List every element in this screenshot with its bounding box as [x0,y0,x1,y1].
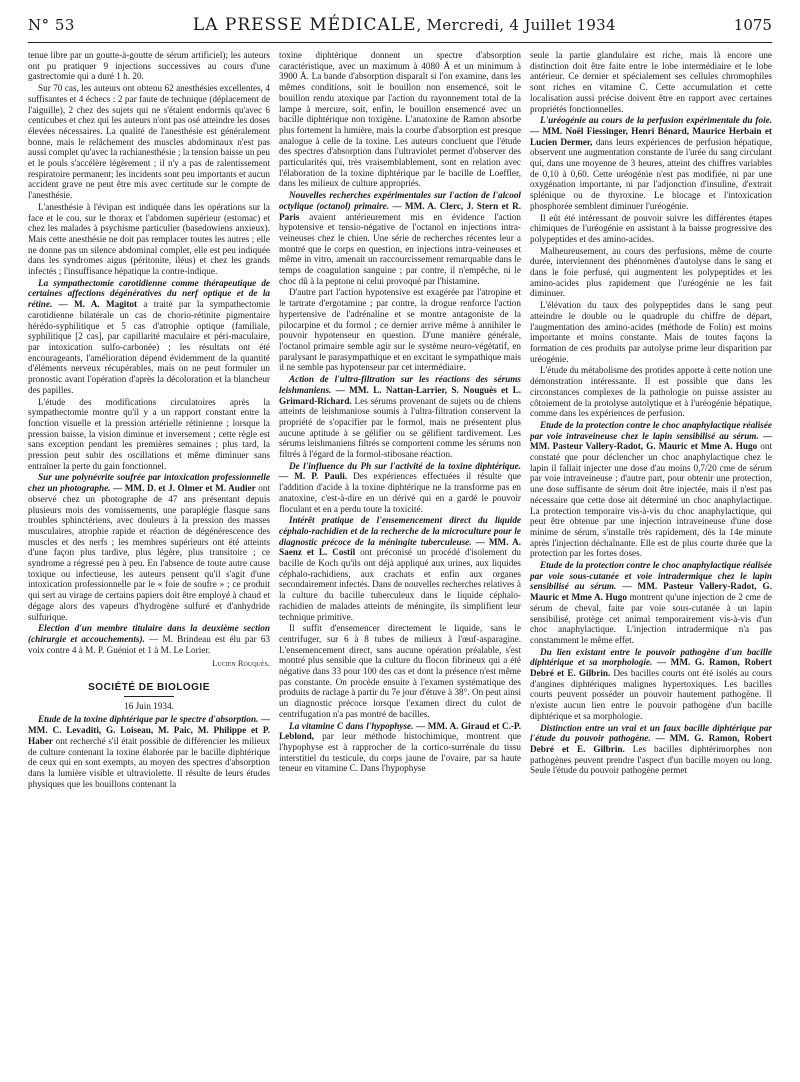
column-3 [530,50,772,1078]
article-title: Etude de la toxine diphtérique par le spectre d'absorption. [38,714,259,725]
article-text: ont recherché s'il était possible de différencier les milieux de culture contenant la toxine élaborée par le bacille diphtérique de ceux qui en sont exempts, au moyen des spectres d'absorption dans la lumière visible et ultraviolette. Il résulte de leurs études physiques que les bouillons contenant la [28,735,270,789]
article-text: — M. Brindeau est élu par 63 voix contre 4 à M. P. Guéniot et 1 à M. Le Lorier. [28,633,270,655]
article-entry [530,560,772,646]
article-entry [279,190,521,286]
paragraph: Malheureusement, au cours des perfusions, même de courte durée, interviennent des phénomènes d'autolyse dans le sang et dans le foie perfusé, qui augmentent les polypeptides et les amino-acides plus rapidement que l'uréogénie ne les fait diminuer. [530,245,772,299]
issue-number: N° 53 [28,16,75,34]
article-entry [279,515,521,622]
article-text: ont préconisé un procédé d'isolement du bacille de Koch qu'ils ont déjà appliqué aux urines, aux liquides céphalo-rachidiens, aux crachats et enfin aux organes secondairement infectés. Dans de nouvelles recherches relatives à la culture du bacille tuberculeux dans le liquide céphalo-rachidien de malades atteints de méningite, ils simplifient leur technique primitive. [279,547,521,622]
article-entry [530,115,772,211]
masthead: LA PRESSE MÉDICALE, Mercredi, 4 Juillet 1934 [192,15,616,35]
paragraph: L'anesthésie à l'évipan est indiquée dans les opérations sur la face et le cou, sur le thorax et l'abdomen supérieur (estomac) et chez les malades à psychisme particulier (basedowiens anxieux). Mais cette anesthésie ne doit pas remplacer toutes les autres ; elle ne donne pas un silence abdominal complet, elle est peu indiquée dans les syndromes aigus (péritonite, iléus) et chez les grands infectés ; l'insuffisance hépatique la contre-indique. [28,201,270,277]
article-title: Du lien existant entre le pouvoir pathogène d'un bacille diphtérique et sa morphologie. [530,646,772,668]
paragraph: seule la partie glandulaire est riche, mais là encore une distinction doit être faite entre le lobe intermédiaire et le lobe antérieur. Ce dernier et spécialement ses cellules chromophiles sont riches en vitamine C. Cette accumulation et cette localisation aussi précise doivent être en rapport avec certaines propriétés fonctionnelles. [530,50,772,114]
article-title: Distinction entre un vrai et un faux bacille diphtérique par l'étude du pouvoir pathogène. [530,722,772,744]
article-title: Etude de la protection contre le choc anaphylactique réalisée par voie intraveineuse chez le lapin sensibilisé au sérum. [530,419,772,441]
article-authors: — M. P. Pauli. [279,471,348,482]
article-authors: — M. A. Magitot [58,299,138,310]
section-date: 16 Juin 1934. [124,700,174,711]
article-text: ont observé chez un photographe de 47 ans présentant depuis plusieurs mois des vomissements, une paraplégie flasque sans troubles sphinctériens, avec douleurs à la pression des masses musculaires, atrophie rapide et réaction de dégénérescence des muscles et des nerfs ; les membres supérieurs ont été atteints d'une façon plus tardive, plus légère, plus transitoire ; ce syndrome a régressé peu à peu. En l'absence de toute autre cause toxique ou infectieuse, les auteurs pensent qu'il s'agit d'une intoxication professionnelle par le « foie de soufre » ; ce produit qui sert au virage de certains papiers doit être employé à chaud et dégage alors des vapeurs d'hydrogène sulfuré et d'anhydride sulfurique. [28,483,270,622]
article-text: dans leurs expériences de perfusion hépatique, observent une augmentation constante de l'urée du sang circulant qui, dans une moyenne de 3 heures, atteint des chiffres variables de 0,10 à 0,60. Cette uréogénie n'est pas modifiée, ni par une oxygénation importante, ni par l'adjonction d'insuline, d'extrait splénique ou de thyroxine. Le blocage et l'intoxication phosphorée semblent diminuer l'uréogénie. [530,136,772,211]
article-title: Nouvelles recherches expérimentales sur l'action de l'alcool octylique (octanol) primaire. [279,190,521,211]
article-text: avaient antérieurement mis en évidence l'action hypotensive et tensio-négative de l'octanol en injections intra-veineuses chez le chien. Une série de recherches récentes leur a montré que le corps en question, en injections intra-veineuses et même in vitro, amenait un raccourcissement remarquable dans le temps de coagulation sanguine ; par contre, il n'empêche, ni le choc dû à la peptone ni celui provoqué par l'histamine. [279,211,521,286]
journal-title: LA PRESSE MÉDICALE [192,15,417,35]
paragraph: L'étude des modifications circulatoires après la sympathectomie montre qu'il y a un rapport constant entre la fonction visuelle et la pression artérielle rétinienne ; lorsque la pression baisse, la vision diminue et inversement ; cette règle est sans exception pendant les premières semaines ; plus tard, la pression peut subir des oscillations et même diminuer sans entraîner la perte du gain fonctionnel. [28,396,270,471]
article-text: montrent qu'une injection de 2 cme de sérum de cheval, faite par voie sous-cutanée à un lapin sensibilisé, protège cet animal temporairement vis-à-vis d'un choc anaphylactique. L'injection intradermique n'a pas constamment le même effet. [530,592,772,645]
article-authors: — MM. Noël Fiessinger, Henri Bénard, Maurice Herbain et Lucien Dermer, [530,125,772,147]
issue-date: Mercredi, 4 Juillet 1934 [426,16,616,34]
article-title: De l'influence du Ph sur l'activité de la toxine diphtérique. [289,460,521,471]
page-header [28,8,772,43]
article-entry [530,420,772,559]
section-divider [124,696,174,697]
article-authors: — MM. G. Ramon, Robert Debré et E. Gilbrin. [530,657,772,679]
article-authors: — MM. Pasteur Vallery-Radot, G. Mauric et Mme A. Hugo [530,581,772,603]
paragraph: Sur 70 cas, les auteurs ont obtenu 62 anesthésies excellentes, 4 suffisantes et 4 échecs : 2 par faute de technique (déplacement de l'aiguille), 2 chez des sujets qui ne s'étaient endormis qu'avec 6 centicubes et chez qui les auteurs n'ont pas osé atteindre les doses élevées nécessaires. La qualité de l'anesthésie est généralement bonne, mais le relâchement des muscles abdominaux n'est pas aussi complet qu'avec la rachianesthésie ; la tension baisse un peu et le pouls s'accélère légèrement ; il n'y a pas de ralentissement respiratoire permanent; les incidents sont peu importants et aucun accident grave ne peut être mis avec certitude sur le compte de l'anesthésie. [28,83,270,201]
article-title: La sympathectomie carotidienne comme thérapeutique de certaines affections dégénératives du nerf optique et de la rétine. [28,277,270,310]
article-authors: — MM. G. Ramon, Robert Debré et E. Gilbrin. [530,733,772,754]
paragraph: L'élévation du taux des polypeptides dans le sang peut atteindre le double ou le quadruple du chiffre de départ, l'augmentation des amino-acides (méthode de Folin) est moins importante et moins constante. Mais de toutes façons la formation de ces produits par autolyse prime leur disparition par uréogénie. [530,300,772,364]
article-authors: — MM. A. Saenz et L. Costil [279,536,521,558]
paragraph: toxine diphtérique donnent un spectre d'absorption caractéristique, avec un maximum à 4080 Å et un minimum à 3900 Å. La bande d'absorption disparaît si l'on examine, dans les mêmes conditions, soit le bouillon non ensemencé, soit le bouillon rendu atoxique par l'action du rayonnement total de la lampe à mercure, soit, enfin, le bouillon ensemencé avec un bacille diphtérique non toxigène. L'anatoxine de Ramon absorbe plus fortement la lumière, mais la courbe d'absorption est presque analogue à celle de la toxine. Les auteurs concluent que l'étude des spectres d'absorption dans l'ultraviolet permet d'observer des particularités qui, très vraisemblablement, sont en relation avec l'élaboration de la toxine diphtérique par le bacille de Loeffler, dans les milieux de culture appropriés. [279,50,521,189]
article-authors: — MM. C. Levaditi, G. Loiseau, M. Paic, M. Philippe et P. Haber [28,714,270,746]
article-authors: — MM. D. et J. Olmer et M. Audier [113,483,256,494]
article-entry [279,374,521,460]
author-signature: Lucien Rouquès. [212,658,270,669]
article-entry [530,647,772,722]
article-title: L'uréogénie au cours de la perfusion expérimentale du foie. [540,115,772,126]
article-entry [530,723,772,777]
article-entry [28,472,270,622]
article-entry [28,623,270,655]
paragraph: Il eût été intéressant de pouvoir suivre les différentes étapes chimiques de l'uréogénie en assistant à la baisse progressive des polypeptides et des amino-acides. [530,212,772,244]
paragraph: tenue libre par un goutte-à-goutte de sérum artificiel); les auteurs ont pu pratiquer 9 injections successives au cours d'une gastrectomie qui a duré 1 h. 20. [28,50,270,82]
column-1 [28,50,270,1078]
article-entry [28,278,270,396]
article-entry [279,461,521,515]
article-title: Election d'un membre titulaire dans la deuxième section (chirurgie et accouchements). [28,623,270,644]
article-authors: — MM. L. Nattan-Larrier, S. Nouguès et L. Grimard-Richard. [279,384,521,406]
article-title: Intérêt pratique de l'ensemencement direct du liquide céphalo-rachidien et de la recherche de la microculture pour le diagnostic précoce de la méningite tuberculeuse. [279,515,521,547]
paragraph: Il suffit d'ensemencer directement le liquide, sans le centrifuger, sur 6 à 8 tubes de milieux à l'œuf-asparagine. L'ensemencement direct, sans aucune opération préalable, s'est montré plus sensible que la culture du flocon fibrineux qui a été négative dans 33 pour 100 des cas et dont la présence n'est même pas constante. On procède ensuite à l'examen systématique des produits de raclage à partir du 7e jour d'étuve à 38°. On peut ainsi un diagnostic précoce lorsque l'examen direct du culot de centrifugation n'a pas montré de bacilles. [279,623,521,719]
article-text: ont constaté que pour déclencher un choc anaphylactique chez le lapin il fallait injecter une dose d'au moins 0,7/20 cme de sérum par voie intraveineuse ; d'autre part, pour obtenir une protection, une dose suffisante de sérum doit être injectée, mais il n'est pas nécessaire que cette dose ait déterminé un choc anaphylactique. La protection temporaire vis-à-vis du choc anaphylactique, qui peut être obtenue par une injection intraveineuse d'une dose minime de sérum, s'installe très rapidement, dès la 14e minute après l'injection déchaînante. Elle est de plus courte durée que la protection par les fortes doses. [530,441,772,559]
article-columns [28,50,772,1078]
article-title: La vitamine C dans l'hypophyse. [289,720,414,731]
column-2 [279,50,521,1078]
article-authors: — MM. A. Clerc, J. Stern et R. Paris [279,200,521,222]
paragraph: D'autre part l'action hypotensive est exagérée par l'atropine et le tartrate d'ergotamine ; par contre, la drogue renforce l'action hypertensive de l'adrénaline et se montre antagoniste de la pilocarpine et du formol ; ce dernier arrive même à annihiler le pouvoir hypotenseur en question. D'une manière générale, l'octanol primaire semble agir sur le système neuro-végétatif, en paralysant le parasympathique et en excitant le sympathique mais il ne semble pas hypotenseur par cet intermédiaire. [279,287,521,373]
paragraph: L'étude du métabolisme des protides apporte à cette notion une démonstration intéressante. Il est possible que dans les circonstances complexes de la pathologie on puisse assister au côtoiement de la protolyse autolytique et à l'uréogénie hépatique, comme dans les expériences de perfusion. [530,365,772,419]
article-text: par leur méthode histochimique, montrent que l'hypophyse est à rapprocher de la cortico-surrénale du tissu interstitiel du testicule, du corps jaune de l'ovaire, par sa haute teneur en vitamine C. Dans l'hypophyse [279,731,521,774]
article-title: Etude de la protection contre le choc anaphylactique réalisée par voie sous-cutanée et voie intradermique chez le lapin sensibilisé au sérum. [530,560,772,592]
article-title: Sur une polynévrite soufrée par intoxication professionnelle chez un photographe. [28,472,270,494]
article-text: Des bacilles courts ont été isolés au cours d'angines diphtériques malignes hypertoxiques. Les bacilles courts peuvent posséder un pouvoir hautement pathogène. Il n'existe aucun lien entre le pouvoir pathogène d'un bacille diphtérique et sa morphologie. [530,668,772,721]
article-entry [279,721,521,775]
section-title: SOCIÉTÉ DE BIOLOGIE [88,682,210,694]
article-text: a traité par la sympathectomie carotidienne bilatérale un cas de chorio-rétinite pigmentaire hérédo-syphilitique et 5 cas d'atrophie optique (familiale, syphilitique [2 cas], par capillarité maculaire et péri-maculaire, par intoxication sulfo-carbonée) ; les résultats ont été encourageants, l'amélioration dépend évidemment de la quantité d'éléments nerveux récupérables, mais on ne peut formuler un pronostic avant l'opération d'après la décoloration et la blancheur des papilles. [28,299,270,395]
article-authors: — MM. Pasteur Vallery-Radot, G. Mauric et Mme A. Hugo [530,430,772,452]
article-title: Action de l'ultra-filtration sur les réactions des sérums leishmaniens. [279,374,521,395]
page-number: 1075 [733,16,772,34]
article-entry [28,714,270,789]
article-text: Les sérums provenant de sujets ou de chiens atteints de leishmaniose soumis à l'ultra-filtration conservent la propriété de s'opacifier par le formol, mais ne présentent plus aucune aptitude à se gélifier ou se gélifient tardivement. Les sérums leishmaniens filtrés se comportent comme les sérums non filtrés à l'égard de la formol-stibosane réaction. [279,395,521,460]
article-text: Des expériences effectuées il résulte que l'addition d'acide à la toxine diphtérique ne la transforme pas en anatoxine, c'est-à-dire en un dérivé qui en a gardé le pouvoir floculant et en a perdu toute la toxicité. [279,471,521,514]
article-text: Les bacilles diphtérimorphes non pathogènes peuvent prendre l'aspect d'un bacille moyen ou long. Seule l'étude du pouvoir pathogène permet [530,744,772,776]
article-authors: — MM. A. Giraud et C.-P. Leblond, [279,720,521,742]
